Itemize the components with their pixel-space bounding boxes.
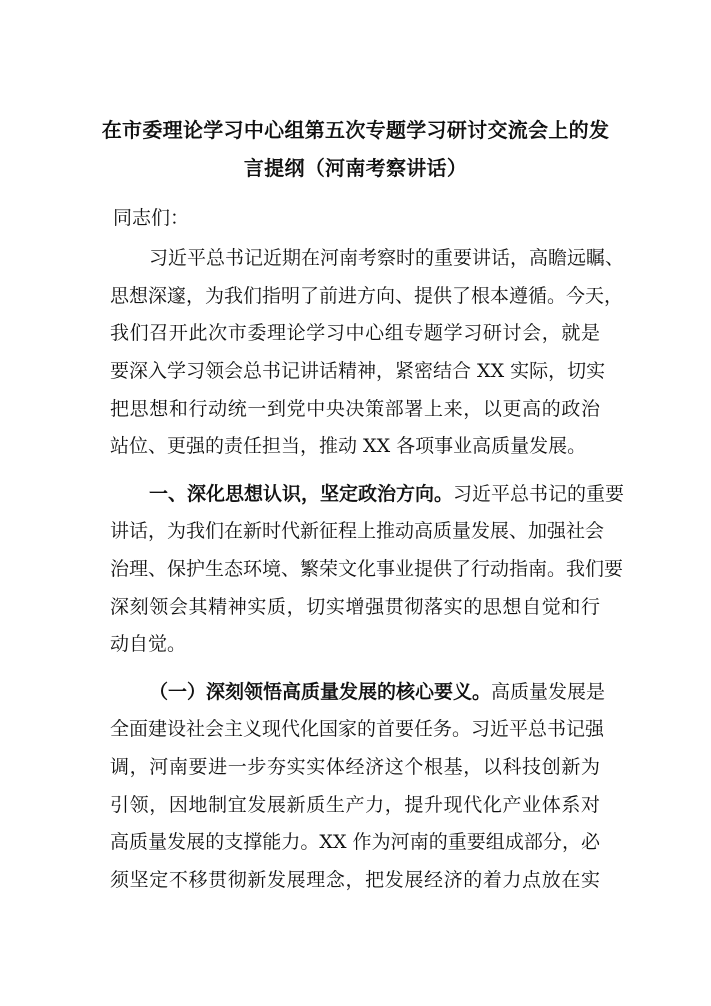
- section-1-first-line: [149, 480, 625, 508]
- subsection-1-first-line: [149, 678, 606, 706]
- subsection-1-text: 高质量发展是: [491, 681, 606, 703]
- paragraph-1-line: 习近平总书记近期在河南考察时的重要讲话，高瞻远瞩、: [149, 247, 625, 269]
- paragraph-1-line: 站位、更强的责任担当，推动 XX 各项事业高质量发展。: [110, 435, 587, 457]
- subsection-1-line: 高质量发展的支撑能力。XX 作为河南的重要组成部分，必: [110, 831, 600, 853]
- paragraph-1-line: 思想深邃，为我们指明了前进方向、提供了根本遵循。今天，: [110, 285, 624, 307]
- subsection-1-line: 调，河南要进一步夯实实体经济这个根基，以科技创新为: [110, 756, 600, 778]
- document-title-line-1: 在市委理论学习中心组第五次专题学习研讨交流会上的发: [101, 118, 610, 142]
- section-1-line: 治理、保护生态环境、繁荣文化事业提供了行动指南。我们要: [110, 558, 624, 580]
- section-1-line: 讲话，为我们在新时代新征程上推动高质量发展、加强社会: [110, 520, 605, 542]
- section-1-heading: 一、深化思想认识，坚定政治方向。: [149, 483, 454, 505]
- subsection-1-heading: （一）深刻领悟高质量发展的核心要义。: [149, 681, 492, 703]
- paragraph-1-line: 把思想和行动统一到党中央决策部署上来，以更高的政治: [110, 398, 600, 420]
- subsection-1-line: 引领，因地制宜发展新质生产力，提升现代化产业体系对: [110, 794, 600, 816]
- paragraph-1-line: 我们召开此次市委理论学习中心组专题学习研讨会，就是: [110, 322, 600, 344]
- section-1-line: 深刻领会其精神实质，切实增强贯彻落实的思想自觉和行: [110, 596, 600, 618]
- section-1-text: 习近平总书记的重要: [453, 483, 625, 505]
- subsection-1-line: 全面建设社会主义现代化国家的首要任务。习近平总书记强: [110, 718, 605, 740]
- subsection-1-line: 须坚定不移贯彻新发展理念，把发展经济的着力点放在实: [110, 869, 600, 891]
- salutation: 同志们：: [113, 207, 190, 229]
- paragraph-1-line: 要深入学习领会总书记讲话精神，紧密结合 XX 实际，切实: [110, 360, 606, 382]
- section-1-line: 动自觉。: [110, 633, 187, 655]
- document-title-line-2: 言提纲（河南考察讲话）: [243, 156, 468, 180]
